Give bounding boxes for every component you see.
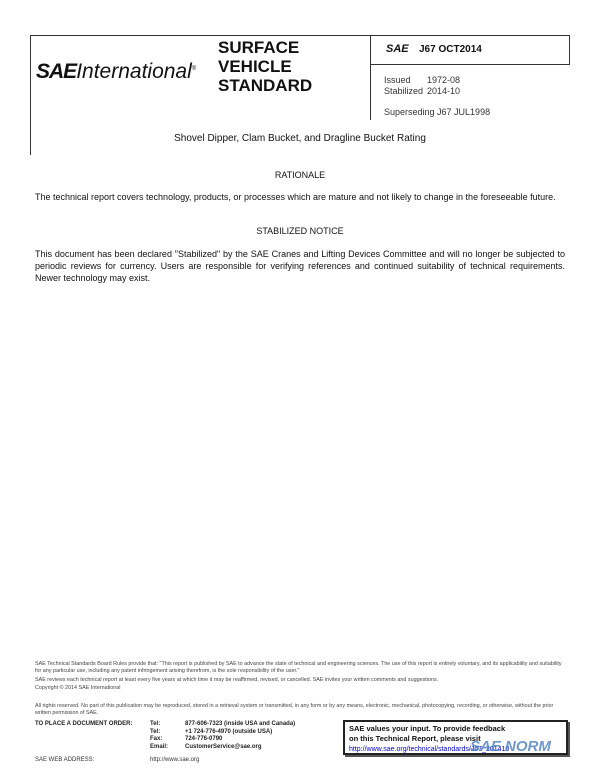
rights-text: All rights reserved. No part of this publication may be reproduced, stored in a retrieval system or transmitted, in any form or by any means, electronic, mechanical, photocopying, recording, or otherwise, without the prior written permission of SAE. <box>35 703 554 716</box>
feedback-text: SAE values your input. To provide feedback <box>349 724 506 733</box>
copyright: Copyright © 2014 SAE International <box>35 685 121 691</box>
watermark: SAE NORM <box>470 738 551 755</box>
header-border <box>569 35 570 64</box>
sae-mark: SAE <box>386 43 409 55</box>
contact-value: 877-606-7323 (inside USA and Canada) <box>185 721 296 727</box>
section-heading: STABILIZED NOTICE <box>256 226 344 236</box>
contact-label: Tel: <box>150 721 161 727</box>
contact-label: Email: <box>150 743 169 750</box>
superseding: Superseding J67 JUL1998 <box>384 107 491 117</box>
feedback-text: on this Technical Report, please visit <box>349 734 481 743</box>
web-address[interactable]: http://www.sae.org <box>150 757 200 763</box>
contact-list <box>150 721 295 751</box>
issued-label: Issued <box>384 75 411 85</box>
contact-value: 724-776-0790 <box>185 736 223 742</box>
issued-value: 1972-08 <box>427 75 461 85</box>
contact-value: +1 724-776-4970 (outside USA) <box>185 728 273 735</box>
stabilized-value: 2014-10 <box>427 86 461 96</box>
header-divider <box>370 35 371 120</box>
contact-label: Tel: <box>150 728 161 735</box>
doc-type-line: SURFACE <box>218 38 300 57</box>
document-number: J67 OCT2014 <box>419 44 482 55</box>
doc-type-line: STANDARD <box>218 76 313 95</box>
contact-label: Fax: <box>150 736 163 742</box>
stabilized-label: Stabilized <box>384 86 424 96</box>
review-text: SAE reviews each technical report at least every five years at which time it may be reaffirmed, revised, or cancelled. SAE invites your written comments and suggestions. <box>35 677 439 683</box>
section-heading: RATIONALE <box>274 170 326 180</box>
contact-value: CustomerService@sae.org <box>185 743 262 750</box>
section-body: This document has been declared "Stabilized" by the SAE Cranes and Lifting Devices Committee and will no longer be subjected to periodic reviews for currency. Users are responsible for verifying references and continued suitability of technical requirements. Newer technology may exist. <box>35 249 565 283</box>
header-border <box>30 35 570 36</box>
section-body: The technical report covers technology, products, or processes which are mature and not likely to change in the foreseeable future. <box>35 192 556 202</box>
header-divider <box>370 64 570 65</box>
document-title: Shovel Dipper, Clam Bucket, and Dragline Bucket Rating <box>174 133 426 144</box>
feedback-link[interactable]: http://www.sae.org/technical/standards/J67_201410 <box>349 746 510 753</box>
policy-text: SAE Technical Standards Board Rules provide that: "This report is published by SAE to advance the state of technical and engineering sciences. The use of this report is entirely voluntary, and its applicability and suitability for any particular use, including any patent infringement arising therefrom, is the sole responsibility of the user." <box>35 661 562 674</box>
document-type <box>218 38 312 95</box>
web-label: SAE WEB ADDRESS: <box>35 757 95 763</box>
order-label: TO PLACE A DOCUMENT ORDER: <box>35 721 133 727</box>
sae-international-logo: SAEInternational® <box>36 60 197 83</box>
doc-type-line: VEHICLE <box>218 57 292 76</box>
